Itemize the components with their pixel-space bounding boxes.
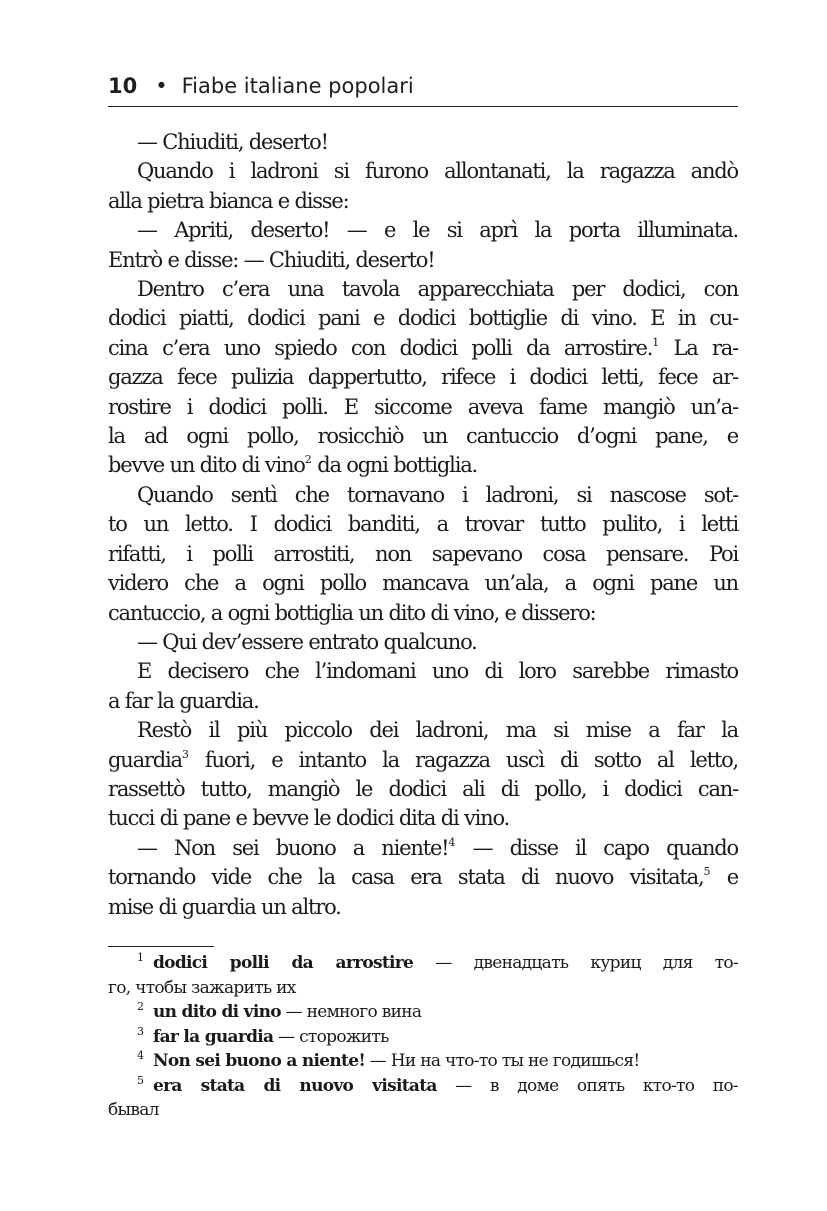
page-number: 10 xyxy=(108,74,138,98)
footnote-marker: 5 xyxy=(703,865,711,879)
footnote-marker: 4 xyxy=(448,835,456,849)
footnote-line xyxy=(108,951,738,976)
footnote xyxy=(108,1025,738,1050)
footnote-term: far la guardia xyxy=(153,1026,274,1047)
paragraph xyxy=(108,157,738,216)
paragraph xyxy=(108,628,738,657)
footnote-line xyxy=(108,1025,738,1050)
text-line: Dentro c’era una tavola apparecchiata per dodici, con xyxy=(137,277,738,302)
footnote-line xyxy=(108,1000,738,1025)
header-separator: • xyxy=(155,74,168,98)
footnote-number: 4 xyxy=(137,1049,144,1062)
footnote-term: dodici polli da arrostire xyxy=(153,953,414,973)
text-line: mise di guardia un altro. xyxy=(108,894,341,919)
footnote xyxy=(108,951,738,1000)
footnote-line: го, чтобы зажарить их xyxy=(108,977,296,998)
footnotes xyxy=(108,951,738,1123)
footnote-number: 5 xyxy=(137,1073,144,1087)
footnote-marker: 1 xyxy=(652,335,660,349)
footnote-translation: — Ни на что-то ты не годишься! xyxy=(365,1051,640,1071)
footnote-number: 1 xyxy=(137,951,144,964)
footnote-line xyxy=(108,1049,738,1074)
footnote-rule xyxy=(108,946,214,947)
text-line: rostire i dodici polli. E siccome aveva fame mangiò un’a- xyxy=(108,394,738,419)
footnote-number: 3 xyxy=(137,1024,144,1038)
text-line: dodici piatti, dodici pani e dodici bottiglie di vino. E in cu- xyxy=(108,306,738,331)
paragraph xyxy=(108,128,738,157)
main-text xyxy=(108,128,738,922)
footnote xyxy=(108,1000,738,1025)
footnote-term: Non sei buono a niente! xyxy=(153,1051,366,1071)
text-line: cantuccio, a ogni bottiglia un dito di vino, e dissero: xyxy=(108,600,596,625)
text-line: Quando sentì che tornavano i ladroni, si nascose sot- xyxy=(137,482,738,507)
text-line: tucci di pane e bevve le dodici dita di vino. xyxy=(108,806,510,831)
text-line: tornando vide che la casa era stata di nuovo visitata,$^5$ e xyxy=(108,865,738,890)
text-line: — Chiuditi, deserto! xyxy=(137,130,328,154)
header-rule xyxy=(108,106,738,107)
footnote xyxy=(108,1049,738,1074)
text-line: gazza fece pulizia dappertutto, rifece i dodici letti, fece ar- xyxy=(108,365,738,390)
footnote-term: un dito di vino xyxy=(153,1002,281,1022)
text-line: — Qui dev’essere entrato qualcuno. xyxy=(137,629,477,654)
text-line: Restò il più piccolo dei ladroni, ma si mise a far la xyxy=(137,718,738,743)
footnote-line: бывал xyxy=(108,1100,159,1120)
footnote-translation: — сторожить xyxy=(273,1026,389,1047)
text-line: — Non sei buono a niente!$^4$ — disse il capo quando xyxy=(137,835,738,860)
text-line: cina c’era uno spiedo con dodici polli da arrostire.$^1$ La ra- xyxy=(108,335,738,360)
text-line: — Apriti, deserto! — e le si aprì la porta illuminata. xyxy=(137,218,738,243)
footnote-translation: — в доме опять кто-то по- xyxy=(436,1075,738,1096)
footnote xyxy=(108,1074,738,1123)
text-line: E decisero che l’indomani uno di loro sarebbe rimasto xyxy=(137,659,738,684)
paragraph xyxy=(108,716,738,834)
text-line: to un letto. I dodici banditi, a trovar tutto pulito, i letti xyxy=(108,512,738,537)
paragraph xyxy=(108,834,738,922)
paragraph xyxy=(108,216,738,275)
paragraph xyxy=(108,657,738,716)
text-line: Entrò e disse: — Chiuditi, deserto! xyxy=(108,247,435,272)
text-line: la ad ogni pollo, rosicchiò un cantuccio d’ogni pane, e xyxy=(108,424,738,449)
footnote-translation: — немного вина xyxy=(280,1002,422,1022)
paragraph xyxy=(108,481,738,628)
text-line: videro che a ogni pollo mancava un’ala, a ogni pane un xyxy=(108,571,738,596)
text-line: a far la guardia. xyxy=(108,688,259,713)
footnote-marker: 2 xyxy=(304,453,312,467)
text-line: guardia$^3$ fuori, e intanto la ragazza uscì di sotto al letto, xyxy=(108,747,738,772)
book-title: Fiabe italiane popolari xyxy=(181,74,414,98)
text-line: Quando i ladroni si furono allontanati, la ragazza andò xyxy=(137,159,738,184)
text-line: rassettò tutto, mangiò le dodici ali di pollo, i dodici can- xyxy=(108,776,738,801)
paragraph xyxy=(108,275,738,481)
text-line: alla pietra bianca e disse: xyxy=(108,188,349,213)
footnote-marker: 3 xyxy=(181,747,189,761)
text-line: rifatti, i polli arrostiti, non sapevano cosa pensare. Poi xyxy=(108,541,738,566)
footnote-translation: — двенадцать куриц для то- xyxy=(413,953,738,973)
running-header xyxy=(108,70,738,102)
footnote-term: era stata di nuovo visitata xyxy=(153,1075,437,1096)
footnote-number: 2 xyxy=(137,1000,144,1013)
footnote-line xyxy=(108,1074,738,1099)
text-line: bevve un dito di vino$^2$ da ogni bottiglia. xyxy=(108,453,478,478)
